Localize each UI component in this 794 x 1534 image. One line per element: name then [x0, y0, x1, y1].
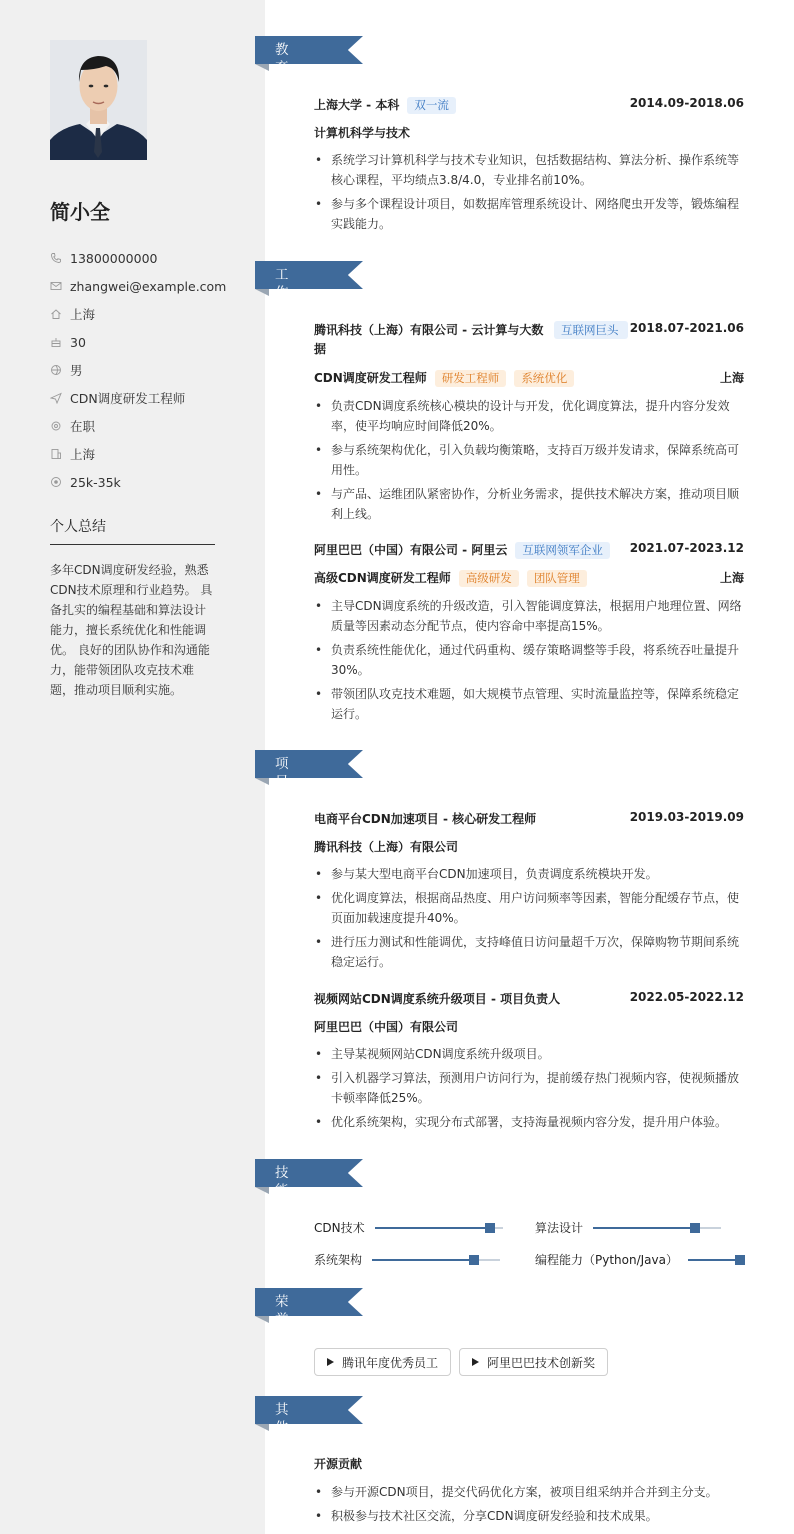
skill-name: 算法设计: [535, 1221, 584, 1235]
work-role-row-2: [314, 569, 744, 587]
avatar: [50, 40, 147, 160]
summary-divider: [50, 544, 215, 545]
list-item: • 参与多个课程设计项目，如数据库管理系统设计、网络爬虫开发等，锻炼编程实践能力。: [314, 194, 744, 234]
info-city: [50, 440, 220, 468]
skill-name: 编程能力（Python/Java）: [535, 1253, 678, 1267]
info-position: [50, 384, 220, 412]
list-item: • 优化调度算法，根据商品热度、用户访问频率等因素，智能分配缓存节点，使页面加载速度提升40%。: [314, 888, 744, 928]
skill-bar: [372, 1259, 500, 1261]
mail-icon: [50, 280, 62, 292]
job-city: 上海: [719, 571, 744, 585]
phone-icon: [50, 252, 62, 264]
section-title: 教育经历: [275, 42, 289, 112]
list-item: • 进行压力测试和性能调优，支持峰值日访问量超千万次，保障购物节期间系统稳定运行。: [314, 932, 744, 972]
list-item: • 带领团队攻克技术难题，如大规模节点管理、实时流量监控等，保障系统稳定运行。: [314, 684, 744, 724]
summary-text: 多年CDN调度研发经验，熟悉CDN技术原理和行业趋势。 具备扎实的编程基础和算法设计能力，擅长系统优化和性能调优。 良好的团队协作和沟通能力，能带领团队攻克技术难题，推动项目顺利实施。: [50, 563, 213, 697]
work-bullets-2: [314, 596, 744, 728]
award-label: 阿里巴巴技术创新奖: [487, 1355, 596, 1370]
school-tag: 双一流: [407, 97, 456, 114]
project-date: 2022.05-2022.12: [629, 990, 744, 1004]
project-company-row-2: [314, 1018, 744, 1035]
list-item: • 参与系统架构优化，引入负载均衡策略，支持百万级并发请求，保障系统高可用性。: [314, 440, 744, 480]
status-icon: [50, 420, 62, 432]
contact-info-list: [50, 244, 227, 496]
skill-item: [314, 1251, 500, 1268]
section-ribbon: [255, 1159, 363, 1187]
education-head: [314, 96, 744, 114]
gender-icon: [50, 364, 62, 376]
education-major: 计算机科学与技术: [314, 126, 411, 140]
work-head-2: [314, 541, 744, 559]
other-title-row: [314, 1455, 744, 1472]
skill-bar-fill: [375, 1227, 490, 1229]
skill-bar-knob: [485, 1223, 495, 1233]
list-item: • 引入机器学习算法，预测用户访问行为，提前缓存热门视频内容，使视频播放卡顿率降低25%。: [314, 1068, 744, 1108]
company-tag: 互联网巨头: [554, 321, 628, 339]
skill-name: 系统架构: [314, 1253, 363, 1267]
skill-bar-knob: [690, 1223, 700, 1233]
education-bullets: [314, 150, 744, 238]
company-tag: 互联网领军企业: [515, 542, 610, 559]
work-role-row-1: [314, 369, 744, 387]
section-title: 工作经历: [275, 267, 289, 337]
project-company: 阿里巴巴（中国）有限公司: [314, 1020, 459, 1034]
education-date: 2014.09-2018.06: [629, 96, 744, 110]
info-text: 25k-35k: [70, 474, 121, 490]
list-item: • 参与开源CDN项目，提交代码优化方案，被项目组采纳并合并到主分支。: [314, 1482, 744, 1502]
work-date: 2021.07-2023.12: [629, 541, 744, 555]
list-item: • 主导某视频网站CDN调度系统升级项目。: [314, 1044, 744, 1064]
list-item: • 积极参与技术社区交流，分享CDN调度研发经验和技术成果。: [314, 1506, 744, 1526]
play-icon: [327, 1358, 334, 1366]
skill-bar-knob: [735, 1255, 745, 1265]
job-role: 高级CDN调度研发工程师: [314, 571, 451, 585]
list-item: • 与产品、运维团队紧密协作，分析业务需求，提供技术解决方案，推动项目顺利上线。: [314, 484, 744, 524]
company-name: 腾讯科技（上海）有限公司 - 云计算与大数据: [314, 323, 544, 356]
skill-bar: [375, 1227, 503, 1229]
work-bullets-1: [314, 396, 744, 528]
play-icon: [472, 1358, 479, 1366]
section-ribbon: [255, 261, 363, 289]
list-item: • 参与某大型电商平台CDN加速项目，负责调度系统模块开发。: [314, 864, 744, 884]
avatar-portrait: [50, 40, 147, 160]
info-phone: [50, 244, 220, 272]
other-title: 开源贡献: [314, 1457, 363, 1471]
project-company: 腾讯科技（上海）有限公司: [314, 840, 459, 854]
job-role: CDN调度研发工程师: [314, 371, 427, 385]
skill-bar-fill: [372, 1259, 474, 1261]
skill-bar-knob: [469, 1255, 479, 1265]
school-name: 上海大学 - 本科: [314, 98, 400, 112]
skill-bar-fill: [593, 1227, 695, 1229]
salary-icon: [50, 476, 62, 488]
section-title: 技能专长: [275, 1165, 289, 1235]
project-head-1: [314, 810, 744, 827]
info-text: CDN调度研发工程师: [70, 391, 186, 406]
age-icon: [50, 336, 62, 348]
building-icon: [50, 448, 62, 460]
project-title: 视频网站CDN调度系统升级项目 - 项目负责人: [314, 992, 561, 1006]
section-title: 荣誉奖项: [275, 1294, 289, 1364]
info-text: 上海: [70, 447, 96, 462]
info-text: 上海: [70, 307, 96, 322]
info-status: [50, 412, 220, 440]
skill-bar: [688, 1259, 740, 1261]
candidate-name: 简小全: [50, 200, 110, 224]
section-ribbon: [255, 36, 363, 64]
education-major-row: [314, 124, 744, 141]
send-icon: [50, 392, 62, 404]
section-ribbon: [255, 1396, 363, 1424]
award-label: 腾讯年度优秀员工: [342, 1355, 439, 1370]
info-text: zhangwei@example.com: [70, 278, 227, 294]
other-bullets: [314, 1482, 744, 1530]
section-ribbon: [255, 750, 363, 778]
skill-item: [535, 1251, 740, 1268]
section-ribbon: [255, 1288, 363, 1316]
info-gender: [50, 356, 220, 384]
company-name: 阿里巴巴（中国）有限公司 - 阿里云: [314, 543, 508, 557]
list-item: • 负责CDN调度系统核心模块的设计与开发，优化调度算法，提升内容分发效率，使平均响应时间降低20%。: [314, 396, 744, 436]
work-date: 2018.07-2021.06: [629, 321, 744, 335]
section-title: 项目经历: [275, 756, 289, 826]
role-tag: 团队管理: [527, 570, 587, 587]
list-item: • 优化系统架构，实现分布式部署，支持海量视频内容分发，提升用户体验。: [314, 1112, 744, 1132]
skill-item: [314, 1219, 503, 1236]
summary-title: 个人总结: [50, 519, 106, 535]
skill-name: CDN技术: [314, 1221, 365, 1235]
role-tag: 高级研发: [459, 570, 519, 587]
job-city: 上海: [719, 371, 744, 385]
list-item: • 系统学习计算机科学与技术专业知识，包括数据结构、算法分析、操作系统等核心课程，平均绩点3.8/4.0，专业排名前10%。: [314, 150, 744, 190]
award-item[interactable]: [314, 1348, 451, 1376]
project-date: 2019.03-2019.09: [629, 810, 744, 824]
info-salary: [50, 468, 220, 496]
info-text: 30: [70, 334, 86, 350]
project-head-2: [314, 990, 744, 1007]
info-text: 13800000000: [70, 250, 158, 266]
list-item: • 主导CDN调度系统的升级改造，引入智能调度算法，根据用户地理位置、网络质量等因素动态分配节点，使内容命中率提高15%。: [314, 596, 744, 636]
role-tag: 系统优化: [514, 370, 574, 387]
section-title: 其他信息: [275, 1402, 289, 1472]
info-age: [50, 328, 220, 356]
home-icon: [50, 308, 62, 320]
project-bullets-1: [314, 864, 744, 976]
skill-bar: [593, 1227, 721, 1229]
info-text: 男: [70, 363, 83, 378]
info-email: [50, 272, 227, 300]
list-item: • 负责系统性能优化，通过代码重构、缓存策略调整等手段，将系统吞吐量提升30%。: [314, 640, 744, 680]
work-head-1: [314, 321, 744, 359]
project-company-row-1: [314, 838, 744, 855]
skill-bar-fill: [688, 1259, 740, 1261]
role-tag: 研发工程师: [435, 370, 507, 387]
project-title: 电商平台CDN加速项目 - 核心研发工程师: [314, 812, 537, 826]
skill-item: [535, 1219, 721, 1236]
project-bullets-2: [314, 1044, 744, 1136]
award-item[interactable]: [459, 1348, 608, 1376]
info-text: 在职: [70, 419, 96, 434]
sidebar: [0, 0, 265, 1534]
info-address: [50, 300, 220, 328]
